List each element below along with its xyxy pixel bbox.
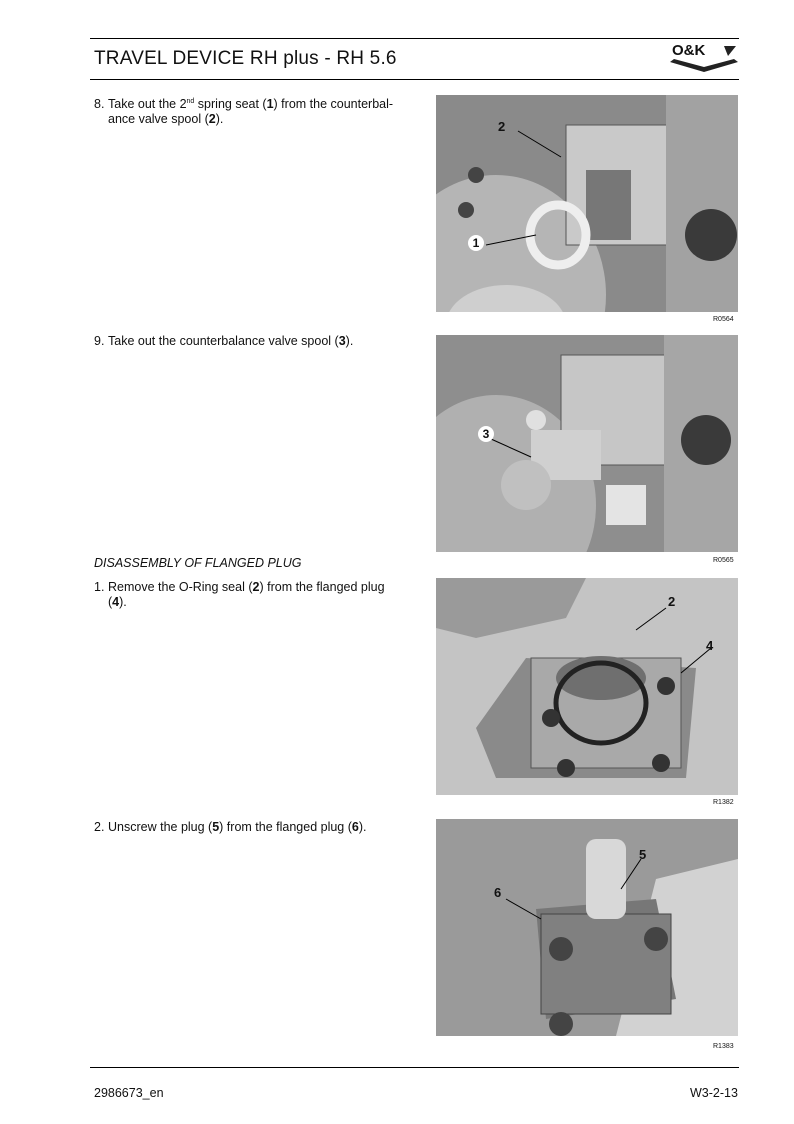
figure-code: R1382 (713, 799, 734, 806)
callout-2: 2 (498, 119, 506, 134)
header-rule-top (90, 38, 739, 39)
header-rule-bottom (90, 79, 739, 80)
photo-o-ring (436, 578, 738, 795)
callout-5: 5 (639, 847, 647, 862)
photo-valve-spool (436, 335, 738, 552)
page-number: W3-2-13 (690, 1086, 738, 1100)
page-title: TRAVEL DEVICE RH plus - RH 5.6 (94, 48, 397, 69)
callout-3: 3 (478, 426, 494, 442)
callout-6: 6 (494, 885, 502, 900)
figure-code: R1383 (713, 1043, 734, 1050)
step-1: 1. Remove the O-Ring seal (2) from the flanged plug (4). (94, 580, 385, 609)
step-2: 2. Unscrew the plug (5) from the flanged plug (6). (94, 820, 367, 834)
footer-rule (90, 1067, 739, 1068)
ok-logo: O&K (668, 42, 740, 76)
callout-4: 4 (706, 638, 714, 653)
callout-2: 2 (668, 594, 676, 609)
figure-code: R0565 (713, 557, 734, 564)
section-title: DISASSEMBLY OF FLANGED PLUG (94, 556, 302, 570)
photo-plug (436, 819, 738, 1036)
document-id: 2986673_en (94, 1086, 164, 1100)
photo-spring-seat (436, 95, 738, 312)
step-9: 9. Take out the counterbalance valve spool (3). (94, 334, 354, 348)
callout-1: 1 (468, 235, 484, 251)
step-8: 8. Take out the 2nd spring seat (1) from the counterbal- ance valve spool (2). (94, 97, 394, 127)
figure-code: R0564 (713, 316, 734, 323)
